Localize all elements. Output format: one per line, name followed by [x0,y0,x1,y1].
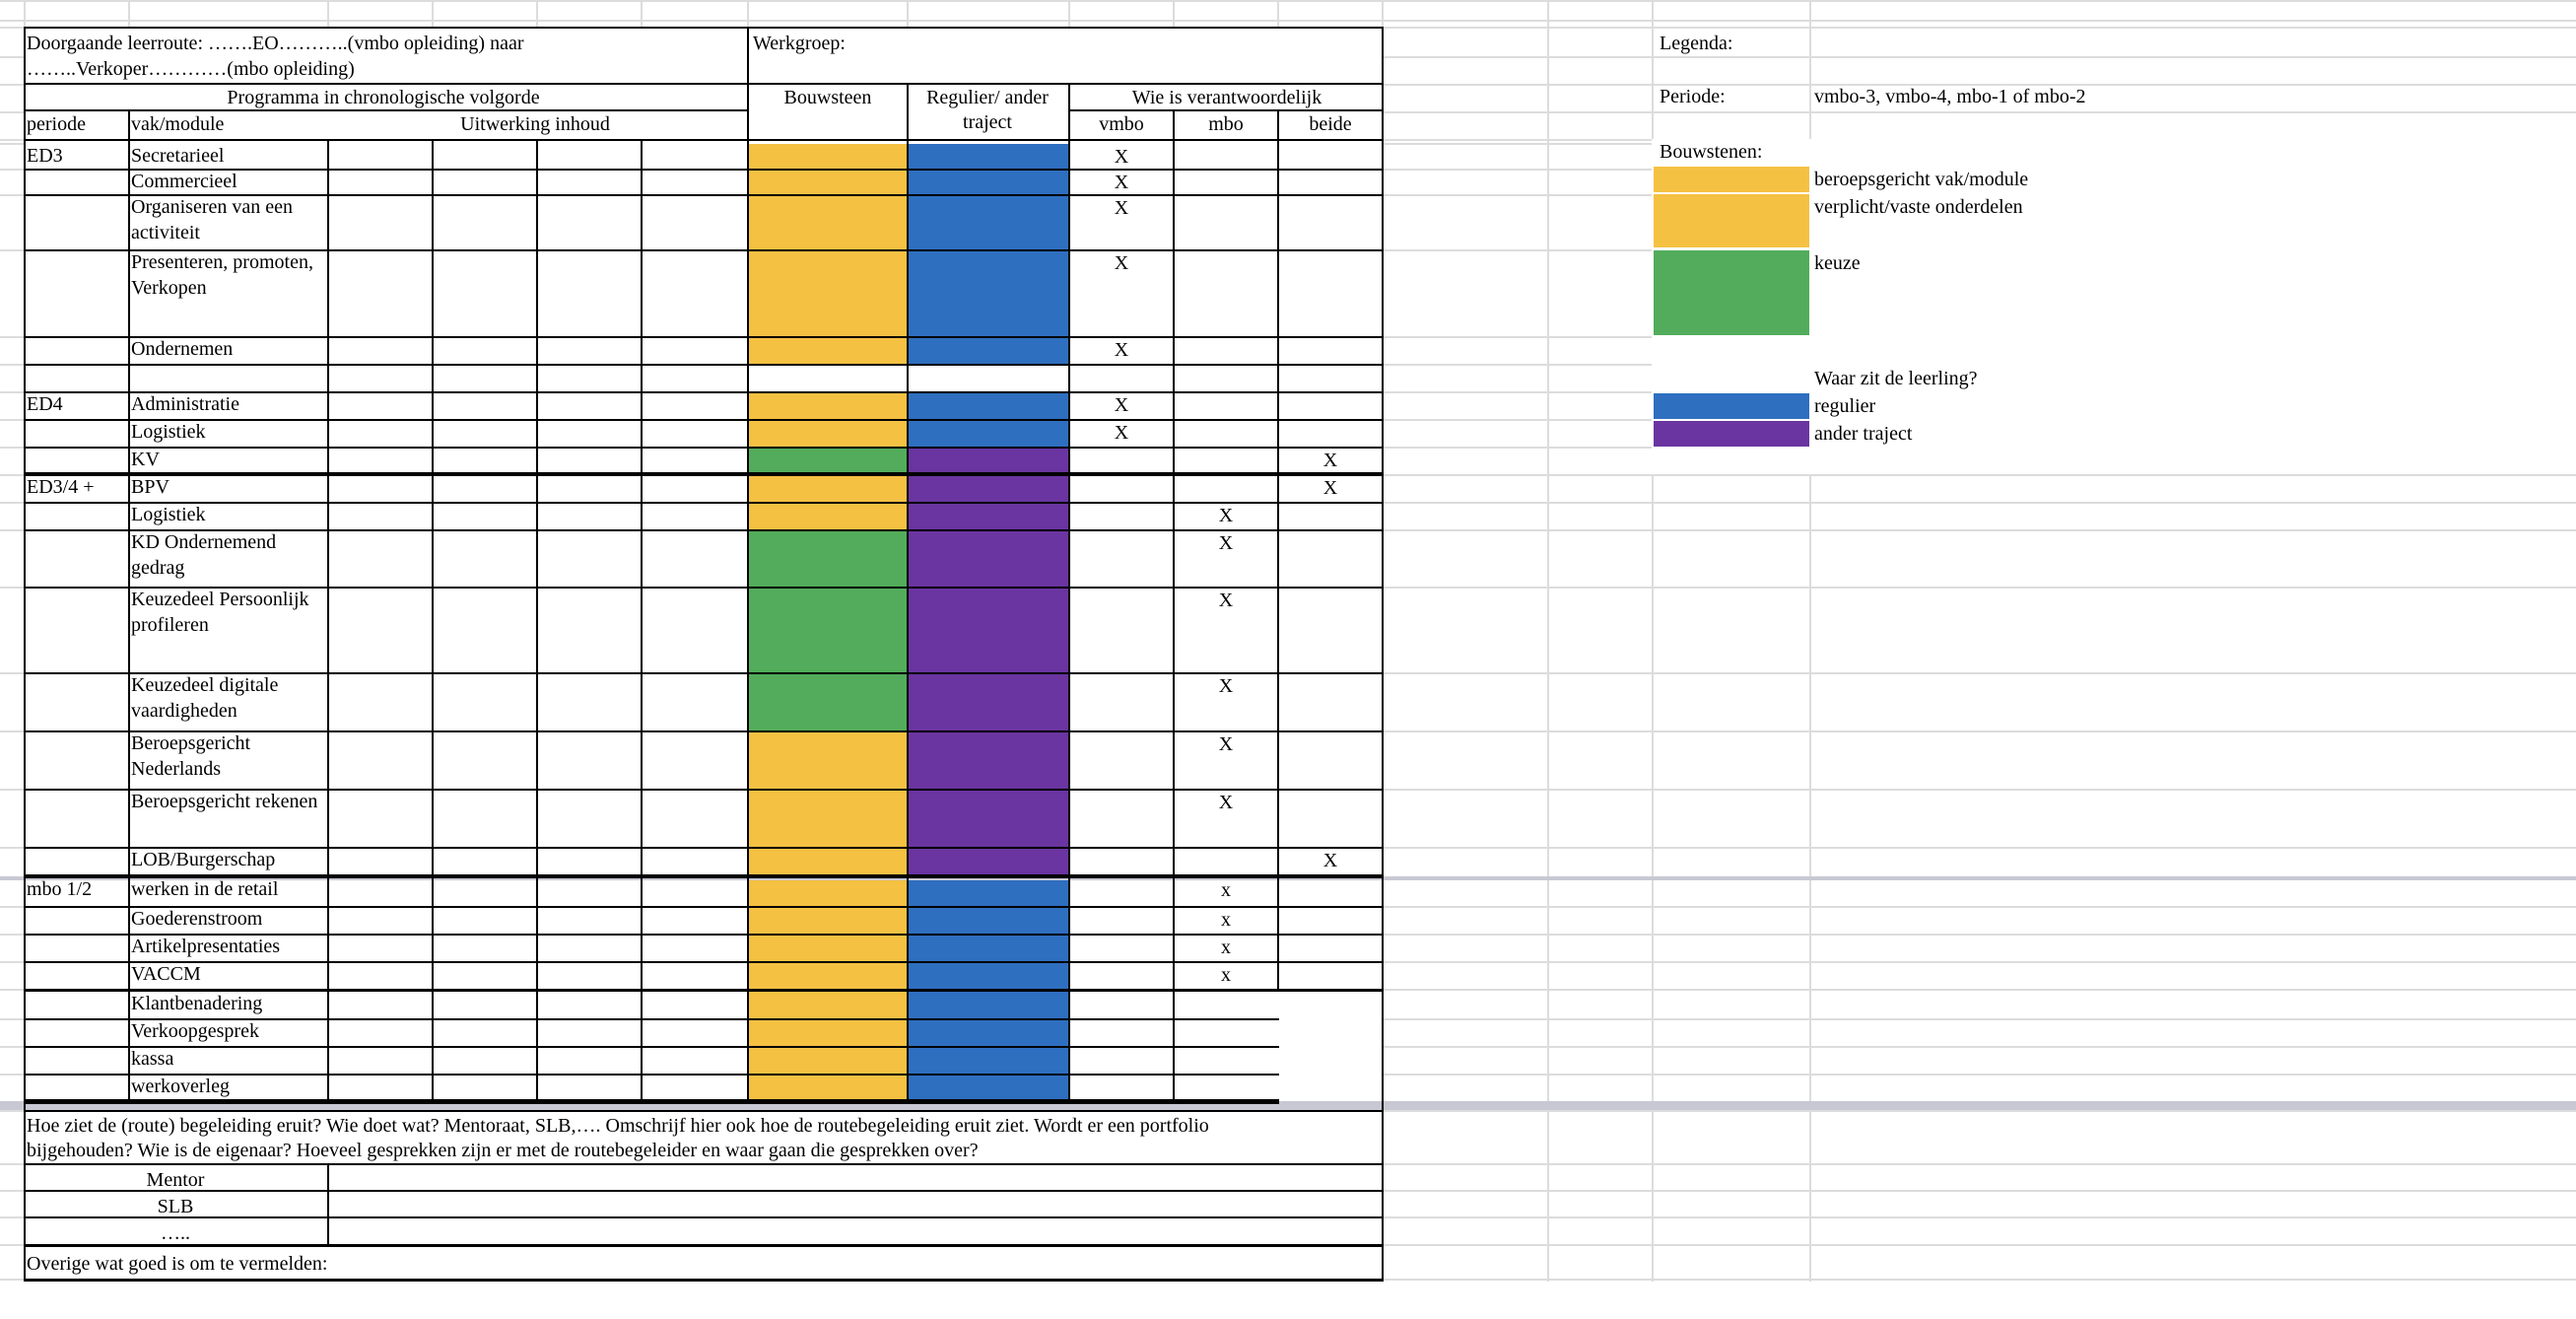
vak-cell[interactable]: KV [131,449,160,470]
bouwsteen-cell [749,1047,907,1074]
legend-periode-value[interactable]: vmbo-3, vmbo-4, mbo-1 of mbo-2 [1814,86,2086,107]
vak-cell[interactable]: werkoverleg [131,1076,230,1097]
bouwsteen-cell [749,420,907,447]
traject-cell [909,992,1068,1018]
bouwsteen-cell [749,475,907,502]
traject-cell [909,731,1068,789]
periode-cell[interactable]: ED4 [27,393,63,415]
mbo-cell[interactable]: x [1221,909,1231,931]
vak-header[interactable]: vak/module [131,113,225,135]
route-title-line1[interactable]: Doorgaande leerroute: …….EO………..(vmbo opleiding) naar [27,33,524,54]
traject-cell [909,962,1068,989]
vak-cell[interactable]: Beroepsgericht Nederlands [131,732,251,780]
vak-cell[interactable]: KD Ondernemend gedrag [131,531,277,579]
beide-cell[interactable]: X [1322,850,1338,871]
periode-header[interactable]: periode [27,113,86,135]
traject-cell [909,420,1068,447]
gridline [1547,0,1549,1282]
mbo-cell[interactable]: x [1221,937,1231,958]
mbo-cell[interactable]: X [1218,505,1234,526]
vak-cell[interactable]: VACCM [131,963,201,985]
beide-cell[interactable]: X [1322,477,1338,499]
vak-cell[interactable]: Klantbenadering [131,993,263,1014]
other-role-label[interactable]: ….. [161,1222,190,1244]
verantwoordelijk-header[interactable]: Wie is verantwoordelijk [1131,87,1322,108]
border-line [24,27,26,1111]
bouwsteen-cell [749,1075,907,1101]
traject-header-line2[interactable]: traject [963,111,1012,133]
border-line [747,27,749,1101]
bouwsteen-cell [749,170,907,194]
begeleiding-question-line2[interactable]: bijgehouden? Wie is de eigenaar? Hoeveel gesprekken zijn er met de routebegeleider en waar gaan die gesprekken over? [27,1140,979,1161]
legend-verplicht-label[interactable]: verplicht/vaste onderdelen [1814,196,2023,218]
traject-cell [909,195,1068,249]
traject-cell [909,250,1068,336]
legend-keuze-label[interactable]: keuze [1814,252,1861,274]
border-line [432,139,434,1101]
traject-cell [909,907,1068,934]
traject-cell [909,475,1068,502]
route-title-line2[interactable]: ……..Verkoper…………(mbo opleiding) [27,58,355,80]
bouwsteen-cell [749,848,907,876]
mbo-cell[interactable]: x [1221,879,1231,901]
bouwsteen-cell [749,250,907,336]
border-line [24,1279,1384,1282]
mbo-cell[interactable]: x [1221,964,1231,986]
vak-cell[interactable]: Goederenstroom [131,908,263,930]
traject-header-line1[interactable]: Regulier/ ander [926,87,1049,108]
bouwsteen-cell [749,992,907,1018]
vmbo-cell[interactable]: X [1114,394,1129,416]
border-line [24,1110,1384,1112]
vmbo-cell[interactable]: X [1114,172,1129,193]
bouwsteen-cell [749,195,907,249]
vak-cell[interactable]: Secretarieel [131,145,225,167]
mbo-cell[interactable]: X [1218,792,1234,813]
vak-cell[interactable]: LOB/Burgerschap [131,849,276,870]
legend-bouwstenen-label[interactable]: Bouwstenen: [1660,141,1763,163]
bouwsteen-cell [749,673,907,730]
border-line [327,1163,329,1246]
bouwsteen-cell [749,588,907,672]
begeleiding-question-line1[interactable]: Hoe ziet de (route) begeleiding eruit? Wie doet wat? Mentoraat, SLB,…. Omschrijf hier ook hoe de routebegeleiding eruit ziet. Wordt er een portfolio [27,1115,1209,1137]
vak-cell[interactable]: Organiseren van een activiteit [131,196,294,243]
border-line [907,83,909,1101]
vak-cell[interactable]: Verkoopgesprek [131,1020,259,1042]
periode-cell[interactable]: mbo 1/2 [27,878,93,900]
vak-cell[interactable]: Beroepsgericht rekenen [131,791,318,812]
bouwsteen-cell [749,731,907,789]
traject-cell [909,848,1068,876]
border-line [128,109,130,1101]
legend-ander-label[interactable]: ander traject [1814,423,1913,445]
bouwsteen-cell [749,935,907,961]
gridline [0,20,2576,22]
vak-cell[interactable]: Keuzedeel digitale vaardigheden [131,674,279,722]
legend-swatch-verplicht [1654,194,1809,247]
uitwerking-header[interactable]: Uitwerking inhoud [460,113,610,135]
traject-cell [909,1075,1068,1101]
traject-cell [909,790,1068,847]
legend-waar-label[interactable]: Waar zit de leerling? [1814,368,1978,389]
traject-cell [909,503,1068,529]
vak-cell[interactable]: kassa [131,1048,174,1070]
bouwsteen-cell [749,907,907,934]
legend-swatch-keuze [1654,250,1809,335]
border-line [24,1099,1279,1104]
legend-swatch-ander [1654,421,1809,447]
beide-header[interactable]: beide [1309,113,1352,135]
bouwsteen-cell [749,1019,907,1046]
border-line [1068,83,1070,1101]
border-line [24,1163,1384,1165]
legend-beroeps-label[interactable]: beroepsgericht vak/module [1814,169,2029,190]
traject-cell [909,448,1068,474]
mbo-cell[interactable]: X [1218,590,1234,611]
overige-label[interactable]: Overige wat goed is om te vermelden: [27,1253,328,1275]
vak-cell[interactable]: werken in de retail [131,878,279,900]
vmbo-cell[interactable]: X [1114,146,1129,168]
vak-cell[interactable]: Artikelpresentaties [131,936,281,957]
bouwsteen-cell [749,530,907,587]
mbo-cell[interactable]: X [1218,733,1234,755]
vmbo-cell[interactable]: X [1114,197,1129,219]
border-line [641,139,643,1101]
vak-cell[interactable]: Logistiek [131,421,206,443]
border-line [1382,1110,1384,1281]
werkgroep-label[interactable]: Werkgroep: [753,33,846,54]
mbo-cell[interactable]: X [1218,532,1234,554]
vmbo-header[interactable]: vmbo [1099,113,1144,135]
bouwsteen-cell [749,877,907,906]
border-line [24,139,1384,141]
border-line [536,139,538,1101]
slb-label[interactable]: SLB [157,1196,194,1217]
vak-cell[interactable]: Presenteren, promoten, Verkopen [131,251,313,299]
bouwsteen-cell [749,503,907,529]
bouwsteen-cell [749,337,907,364]
border-line [24,364,1384,366]
gridline [0,0,2576,2]
legend-swatch-regulier [1654,393,1809,419]
programma-header[interactable]: Programma in chronologische volgorde [227,87,540,108]
traject-cell [909,1047,1068,1074]
vmbo-cell[interactable]: X [1114,252,1129,274]
bouwsteen-header[interactable]: Bouwsteen [783,87,872,108]
traject-cell [909,1019,1068,1046]
bouwsteen-cell [749,962,907,989]
vak-cell[interactable]: Administratie [131,393,239,415]
bouwsteen-cell [749,392,907,419]
vmbo-cell[interactable]: X [1114,422,1129,444]
traject-cell [909,530,1068,587]
periode-cell[interactable]: ED3/4 + [27,476,95,498]
border-line [24,27,1384,29]
vak-cell[interactable]: BPV [131,476,169,498]
legend-swatch-beroeps [1654,167,1809,192]
legend-regulier-label[interactable]: regulier [1814,395,1876,417]
vak-cell[interactable]: Keuzedeel Persoonlijk profileren [131,589,309,636]
legend-title[interactable]: Legenda: [1660,33,1733,54]
vak-cell[interactable]: Ondernemen [131,338,234,360]
bouwsteen-cell [749,448,907,474]
beide-cell[interactable]: X [1322,450,1338,471]
traject-cell [909,144,1068,169]
traject-cell [909,337,1068,364]
vmbo-cell[interactable]: X [1114,339,1129,361]
bouwsteen-cell [749,144,907,169]
vak-cell[interactable]: Commercieel [131,171,237,192]
traject-cell [909,170,1068,194]
traject-cell [909,877,1068,906]
traject-cell [909,935,1068,961]
traject-cell [909,588,1068,672]
bouwsteen-cell [749,790,907,847]
mbo-header[interactable]: mbo [1208,113,1244,135]
traject-cell [909,392,1068,419]
vak-cell[interactable]: Logistiek [131,504,206,525]
legend-periode-label[interactable]: Periode: [1660,86,1726,107]
border-line [1382,27,1384,1111]
traject-cell [909,673,1068,730]
mentor-label[interactable]: Mentor [146,1169,205,1191]
mbo-cell[interactable]: X [1218,675,1234,697]
periode-cell[interactable]: ED3 [27,145,63,167]
